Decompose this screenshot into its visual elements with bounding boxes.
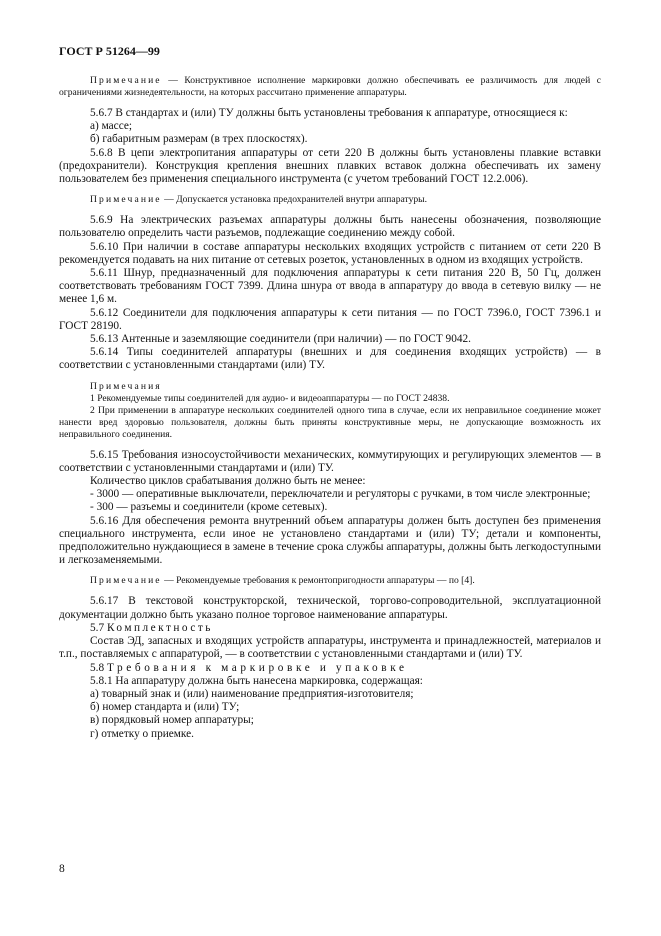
- clause-5-6-14: 5.6.14 Типы соединителей аппаратуры (внешних и для соединения входящих устройств) — в соответствии с установленными стандартами (или) ТУ.: [59, 346, 601, 372]
- clause-5-6-10: 5.6.10 При наличии в составе аппаратуры нескольких входящих устройств с питанием от сети 220 В рекомендуется подавать на них питание от сетевых розеток, установленных в одном из входящих устройств.: [59, 240, 601, 266]
- note-label: Примечание: [90, 575, 162, 587]
- document-header: ГОСТ Р 51264—99: [59, 44, 160, 58]
- cycles-intro: Количество циклов срабатывания должно быть не менее:: [90, 475, 366, 488]
- note-text: — Рекомендуемые требования к ремонтопригодности аппаратуры — по [4].: [164, 575, 475, 587]
- note-text: — Допускается установка предохранителей внутри аппаратуры.: [164, 194, 428, 206]
- page-number: 8: [59, 863, 65, 875]
- list-item: - 300 — разъемы и соединители (кроме сетевых).: [90, 501, 328, 514]
- section-heading-5-8: [59, 662, 601, 675]
- clause-5-6-12: 5.6.12 Соединители для подключения аппаратуры к сети питания — по ГОСТ 7396.0, ГОСТ 7396.1 и ГОСТ 28190.: [59, 306, 601, 332]
- clause-5-6-15: 5.6.15 Требования износоустойчивости механических, коммутирующих и регулирующих элементов — в соответствии с установленными стандартами и (или) ТУ.: [59, 448, 601, 474]
- section-title: Комплектность: [106, 621, 213, 634]
- list-item: в) порядковый номер аппаратуры;: [90, 714, 254, 727]
- section-title: Требования к маркировке и упаковке: [106, 661, 408, 674]
- clause-5-6-7: 5.6.7 В стандартах и (или) ТУ должны быть установлены требования к аппаратуре, относящиеся к:: [90, 107, 568, 119]
- note-label: Примечание: [90, 75, 162, 86]
- list-item: - 3000 — оперативные выключатели, переключатели и регуляторы с ручками, в том числе электронные;: [90, 488, 591, 501]
- notes-heading: Примечания: [90, 380, 162, 392]
- clause-5-6-16: 5.6.16 Для обеспечения ремонта внутренний объем аппаратуры должен быть доступен без применения специального инструмента, если иное не установлено стандартами и (или) ТУ; детали и компоненты, предположительно нуждающиеся в замене в течение срока службы аппаратуры, должны быть легкодоступными и легкозаменяемыми.: [59, 514, 601, 567]
- list-item: б) габаритным размерам (в трех плоскостях).: [90, 133, 308, 146]
- completeness-text: Состав ЭД, запасных и входящих устройств аппаратуры, инструмента и принадлежностей, материалов и т.п., поставляемых с аппаратурой, — в соответствии с установленными стандартами и (или) ТУ.: [59, 635, 601, 661]
- note-item: 2 При применении в аппаратуре нескольких соединителей одного типа в случае, если их неправильное соединение может нанести вред здоровью пользователя, должны быть приняты конструктивные меры, не допускающие возможность их неправильного соединения.: [59, 404, 601, 440]
- list-item: г) отметку о приемке.: [90, 727, 194, 740]
- section-heading-5-7: [59, 622, 601, 635]
- note-text: — Конструктивное исполнение маркировки должно обеспечивать ее различимость для людей с ограничениями жизнедеятельности, на которых рассчитано применение аппаратуры.: [59, 75, 601, 98]
- note-label: Примечание: [90, 194, 162, 206]
- page-body: [59, 75, 601, 741]
- clause-5-8-1: 5.8.1 На аппаратуру должна быть нанесена маркировка, содержащая:: [90, 674, 423, 687]
- note-marking-visibility: [59, 75, 601, 99]
- list-item: а) массе;: [90, 120, 133, 133]
- list-item: а) товарный знак и (или) наименование предприятия-изготовителя;: [90, 687, 414, 700]
- section-number: 5.7: [90, 621, 105, 634]
- section-number: 5.8: [90, 661, 105, 674]
- clause-5-6-17: 5.6.17 В текстовой конструкторской, технической, торгово-сопроводительной, эксплуатационной документации должно быть указано полное торговое наименование аппаратуры.: [59, 595, 601, 621]
- note-item: 1 Рекомендуемые типы соединителей для аудио- и видеоаппаратуры — по ГОСТ 24838.: [90, 392, 450, 404]
- clause-5-6-9: 5.6.9 На электрических разъемах аппаратуры должны быть нанесены обозначения, позволяющие пользователю определить части разъемов, подлежащие соединению между собой.: [59, 214, 601, 240]
- clause-5-6-8: 5.6.8 В цепи электропитания аппаратуры от сети 220 В должны быть установлены плавкие вставки (предохранители). Конструкция крепления внешних плавких вставок должна обеспечивать их замену пользователем без применения специального инструмента (с учетом требований ГОСТ 12.2.006).: [59, 146, 601, 186]
- clause-5-6-13: 5.6.13 Антенные и заземляющие соединители (при наличии) — по ГОСТ 9042.: [90, 333, 471, 346]
- list-item: б) номер стандарта и (или) ТУ;: [90, 701, 240, 714]
- note-fuses: [59, 194, 601, 206]
- note-repairability: [59, 575, 601, 587]
- clause-5-6-11: 5.6.11 Шнур, предназначенный для подключения аппаратуры к сети питания 220 В, 50 Гц, должен соответствовать требованиям ГОСТ 7399. Длина шнура от ввода в аппаратуру до ввода в сетевую вилку — не менее 1,6 м.: [59, 267, 601, 306]
